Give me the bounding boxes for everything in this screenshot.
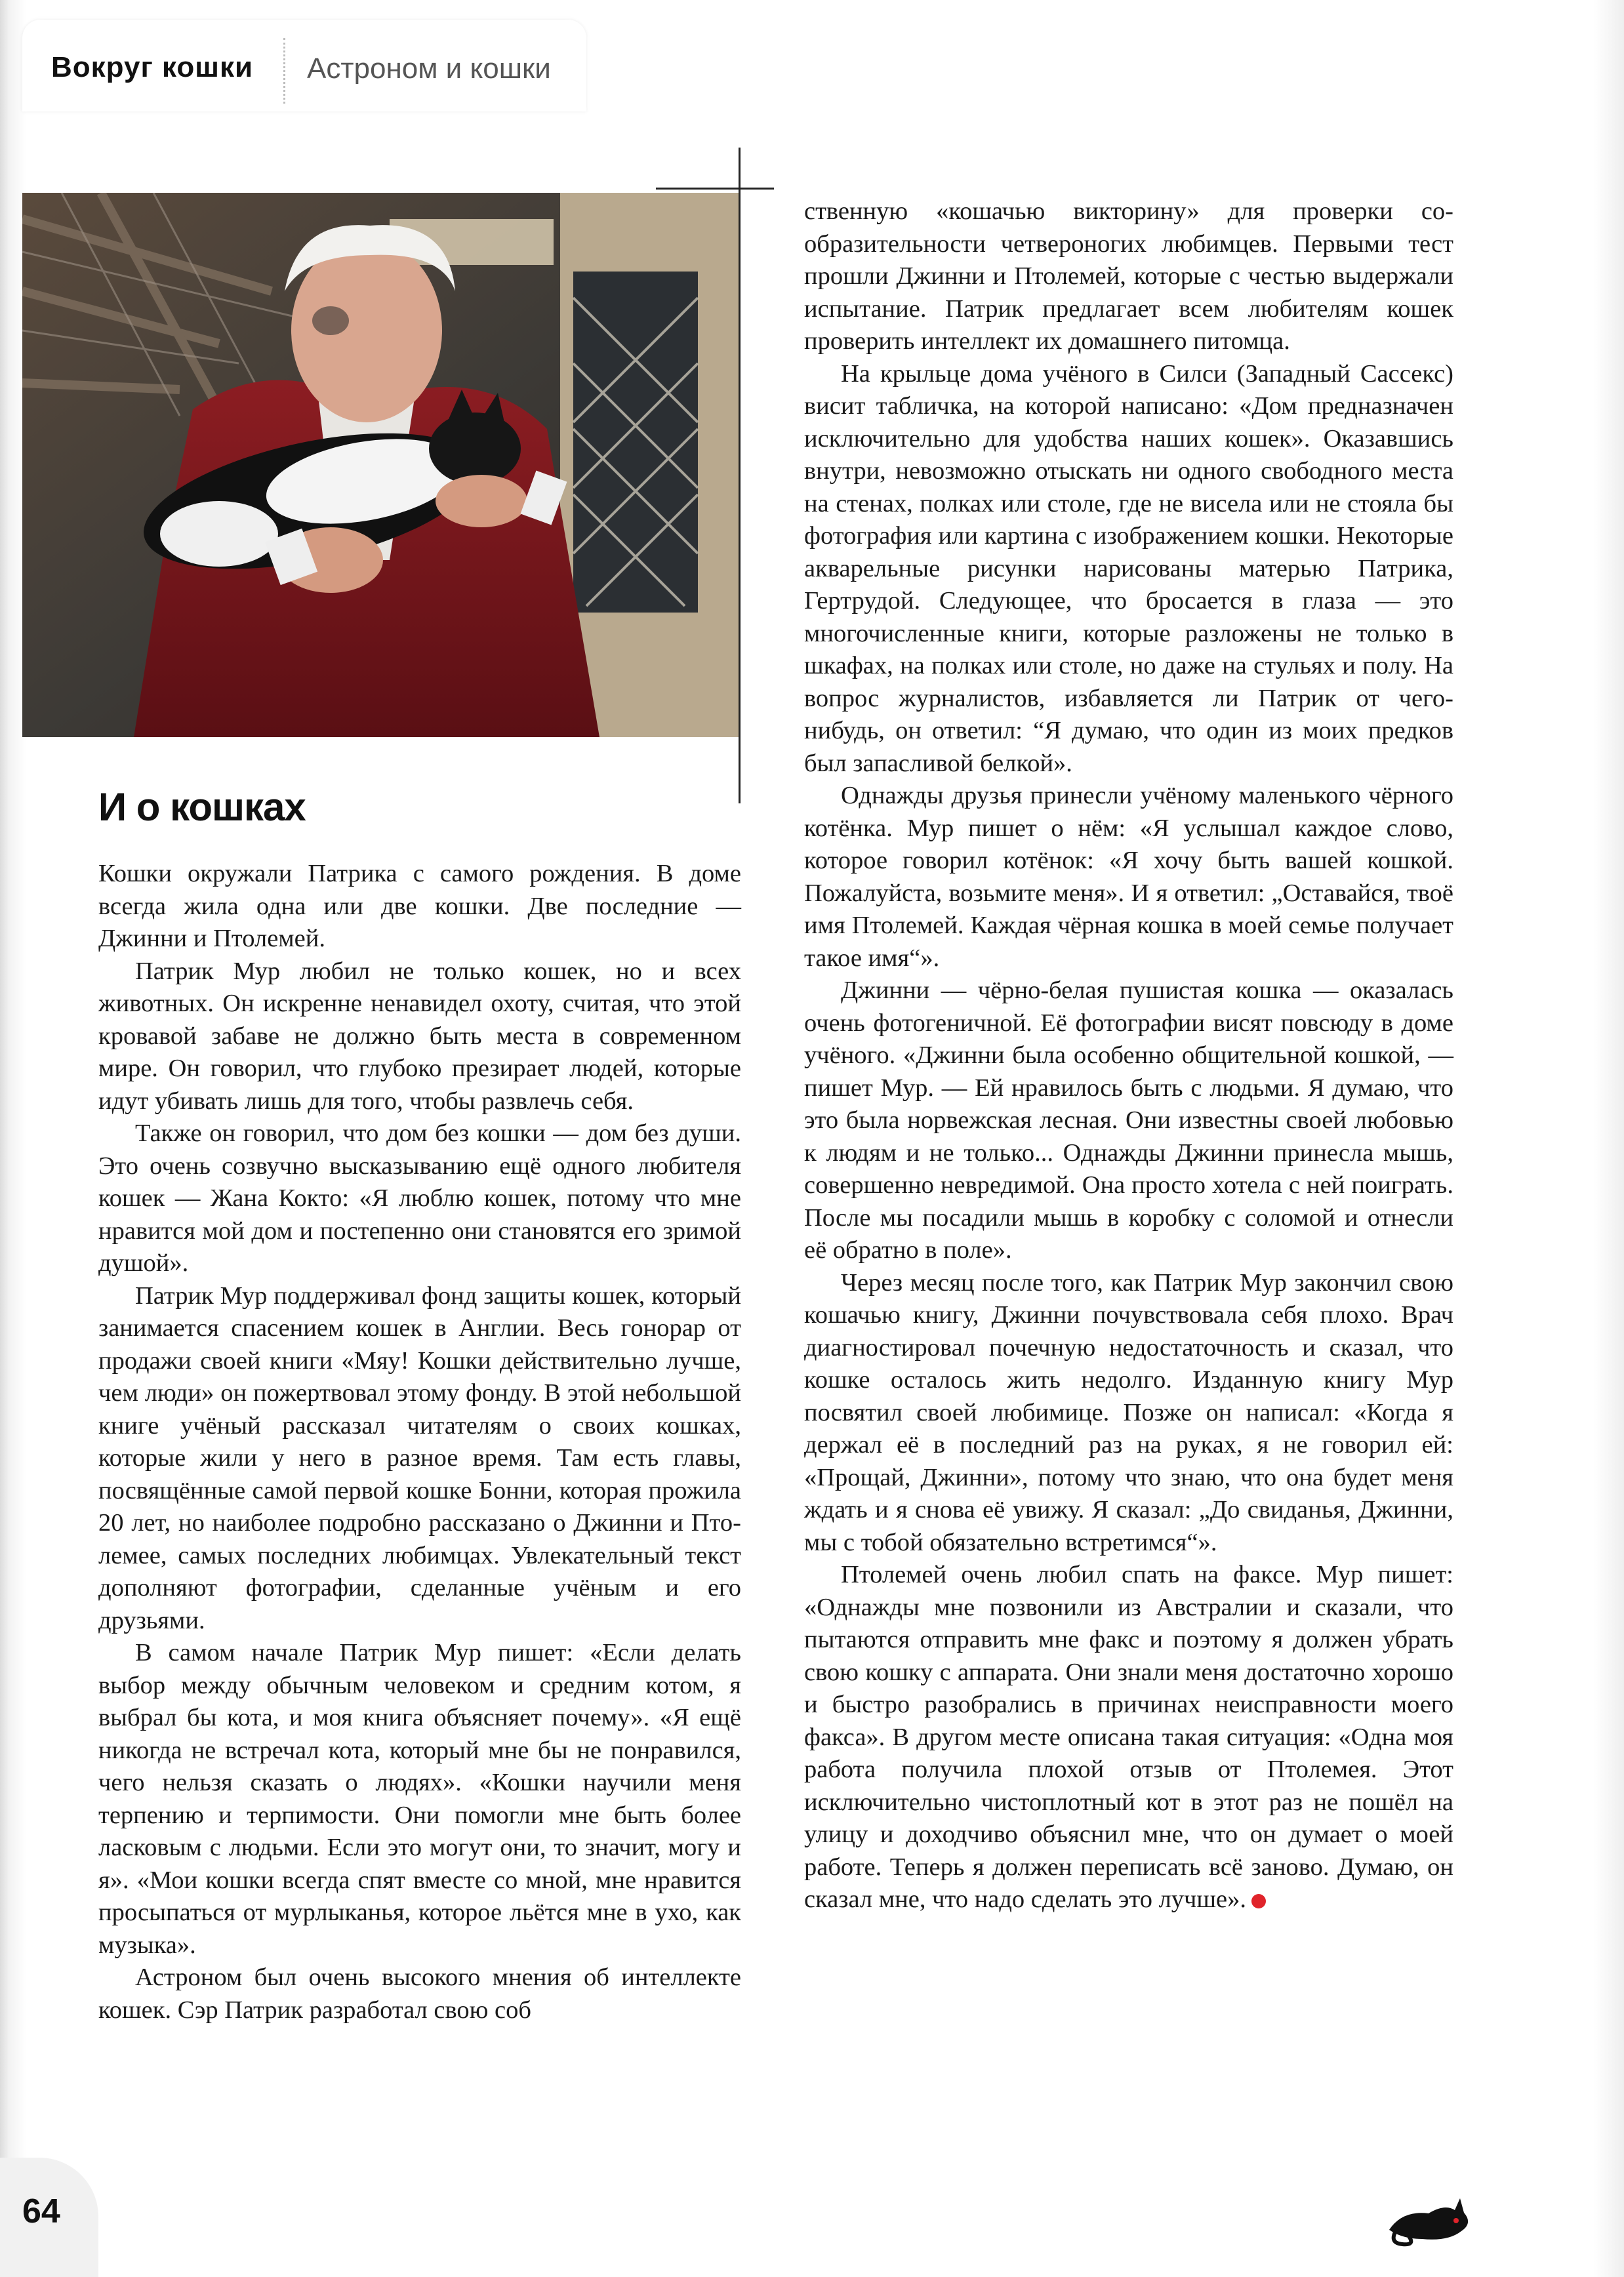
paragraph: Патрик Мур любил не только кошек, но и всех животных. Он искренне ненавидел охоту, считая, что этой кровавой забаве не должно быть места в современном мире. Он говорил, что глубоко презирает людей, которые идут убивать лишь для того, чтобы развлечь себя. — [98, 957, 741, 1115]
paragraph: Также он говорил, что дом без кошки — дом без души. Это очень созвучно высказыванию ещё одного любителя кошек — Жана Кокто: «Я люблю кошек, потому что мне нравится мой дом и постепенно они становятся его зримой душой». — [98, 1119, 741, 1277]
paragraph: В самом начале Патрик Мур пишет: «Если делать выбор между обычным человеком и средним котом, я выбрал бы кота, и моя книга объясняет почему». «Я ещё никогда не встречал кота, который мне бы не понравился, чего нельзя сказать о людях». «Кошки научили меня терпению и терпимости. Они помогли мне быть более ласковым с людьми. Если это могут они, то значит, могу и я». «Мои кошки всегда спят вместе со мной, мне нравится просыпаться от мурлыканья, которое льётся мне в ухо, как музыка». — [98, 1639, 741, 1959]
header-section-title: Вокруг кошки — [51, 51, 254, 83]
header-divider — [283, 38, 285, 104]
paragraph: Через месяц после того, как Патрик Мур закончил свою кошачью книгу, Джинни почувствовала себя плохо. Врач диагностировал почечную недостаточность и сказал, что кошке осталось жить недолго. Изданную книгу Мур посвятил своей любимице. Позже он написал: «Когда я держал её в последний раз на руках, я не говорил ей: «Прощай, Джинни», потому что знаю, что она будет меня ждать и я снова её увижу. Я сказал: „До свиданья, Джинни, мы с тобой обязательно встретимся“». — [804, 1268, 1453, 1556]
paragraph: Джинни — чёрно-белая пушистая кошка — оказалась очень фотогеничной. Её фотографии висят повсюду в доме учёного. «Джинни была особенно общительной кошкой, — пишет Мур. — Ей нравилось быть с людьми. Я думаю, что это была норвежская лесная. Они известны своей любовью к людям и не только... Однажды Джинни принесла мышь, совершенно невредимой. Она просто хотела с ней поиграть. После мы посадили мышь в коробку с соломой и отнесли её обратно в поле». — [804, 977, 1453, 1264]
black-cat-logo-icon — [1383, 2184, 1474, 2249]
photo-man-holding-cat-icon — [22, 193, 740, 737]
crop-mark-vertical — [739, 148, 741, 803]
page-number: 64 — [22, 2192, 60, 2230]
right-column — [804, 195, 1453, 1916]
left-column — [98, 858, 741, 2026]
paragraph: Патрик Мур поддерживал фонд защиты кошек, который занимается спасением кошек в Англии. Весь гонорар от продажи своей книги «Мяу! Кошки действительно лучше, чем люди» он пожертвовал этому фонду. В этой небольшой книге учёный рассказал читателям о своих кошках, которые жили у него в разное время. Там есть главы, посвящённые самой первой кошке Бонни, которая прожила 20 лет, но наиболее подробно рассказано о Джинни и Птолемее, самых последних любимцах. Увлекательный текст дополняют фотографии, сделанные учёным и его друзьями. — [98, 1281, 741, 1634]
paragraph: Астроном был очень высокого мнения об интеллекте кошек. Сэр Патрик разработал свою соб — [98, 1964, 741, 2024]
paragraph: ственную «кошачью викторину» для проверки сообразительности четвероногих любимцев. Первыми тест прошли Джинни и Птолемей, которые с честью выдержали испытание. Патрик предлагает всем любителям кошек проверить интеллект их домашнего питомца. — [804, 197, 1453, 355]
crop-mark-horizontal — [656, 188, 774, 190]
article-photo — [22, 193, 740, 737]
end-mark-dot-icon — [1251, 1894, 1266, 1908]
header-topic-title: Астроном и кошки — [307, 52, 551, 85]
paragraph: На крыльце дома учёного в Силси (Западный Сассекс) висит табличка, на которой написано: «Дом предназначен исключительно для удобства наших кошек». Оказавшись внутри, невозможно отыскать ни одного свободного места на стенах, полках или столе, где не висела или не стояла бы фотография или картина с изображением кошки. Некоторые акварельные рисунки нарисованы матерью Патрика, Гертрудой. Следующее, что бросается в глаза — это многочисленные книги, которые разложены не только в шкафах, на полках или столе, но даже на стульях и полу. На вопрос журналистов, избавляется ли Патрик от чего-нибудь, он ответил: “Я думаю, что один из моих предков был запасливой белкой». — [804, 359, 1453, 777]
paragraph: Кошки окружали Патрика с самого рождения. В доме всегда жила одна или две кошки. Две последние — Джинни и Птолемей. — [98, 860, 741, 952]
paragraph-text: Птолемей очень любил спать на факсе. Мур пишет: «Однажды мне позвонили из Австралии и сказали, что пытаются отправить мне факс и поэтому я должен убрать свою кошку с аппарата. Они знали меня достаточно хорошо и быстро разобрались в причинах неисправности моего факса». В другом месте описана такая ситуация: «Одна моя работа получила плохой отзыв от Птолемея. Этот исключительно чистоплотный кот в этот раз не пошёл на улицу и доходчиво объяснил мне, что он думает о моей работе. Теперь я должен переписать всё заново. Думаю, он сказал мне, что надо сделать это лучше». — [804, 1561, 1453, 1913]
paragraph-last — [804, 1559, 1453, 1916]
paragraph: Однажды друзья принесли учёному маленького чёрного котёнка. Мур пишет о нём: «Я услышал каждое слово, которое говорил котёнок: «Я хочу быть вашей кошкой. Пожалуйста, возьмите меня». И я ответил: „Оставайся, твоё имя Птолемей. Каждая чёрная кошка в моей семье получает такое имя“». — [804, 782, 1453, 972]
section-title: И о кошках — [98, 785, 306, 829]
